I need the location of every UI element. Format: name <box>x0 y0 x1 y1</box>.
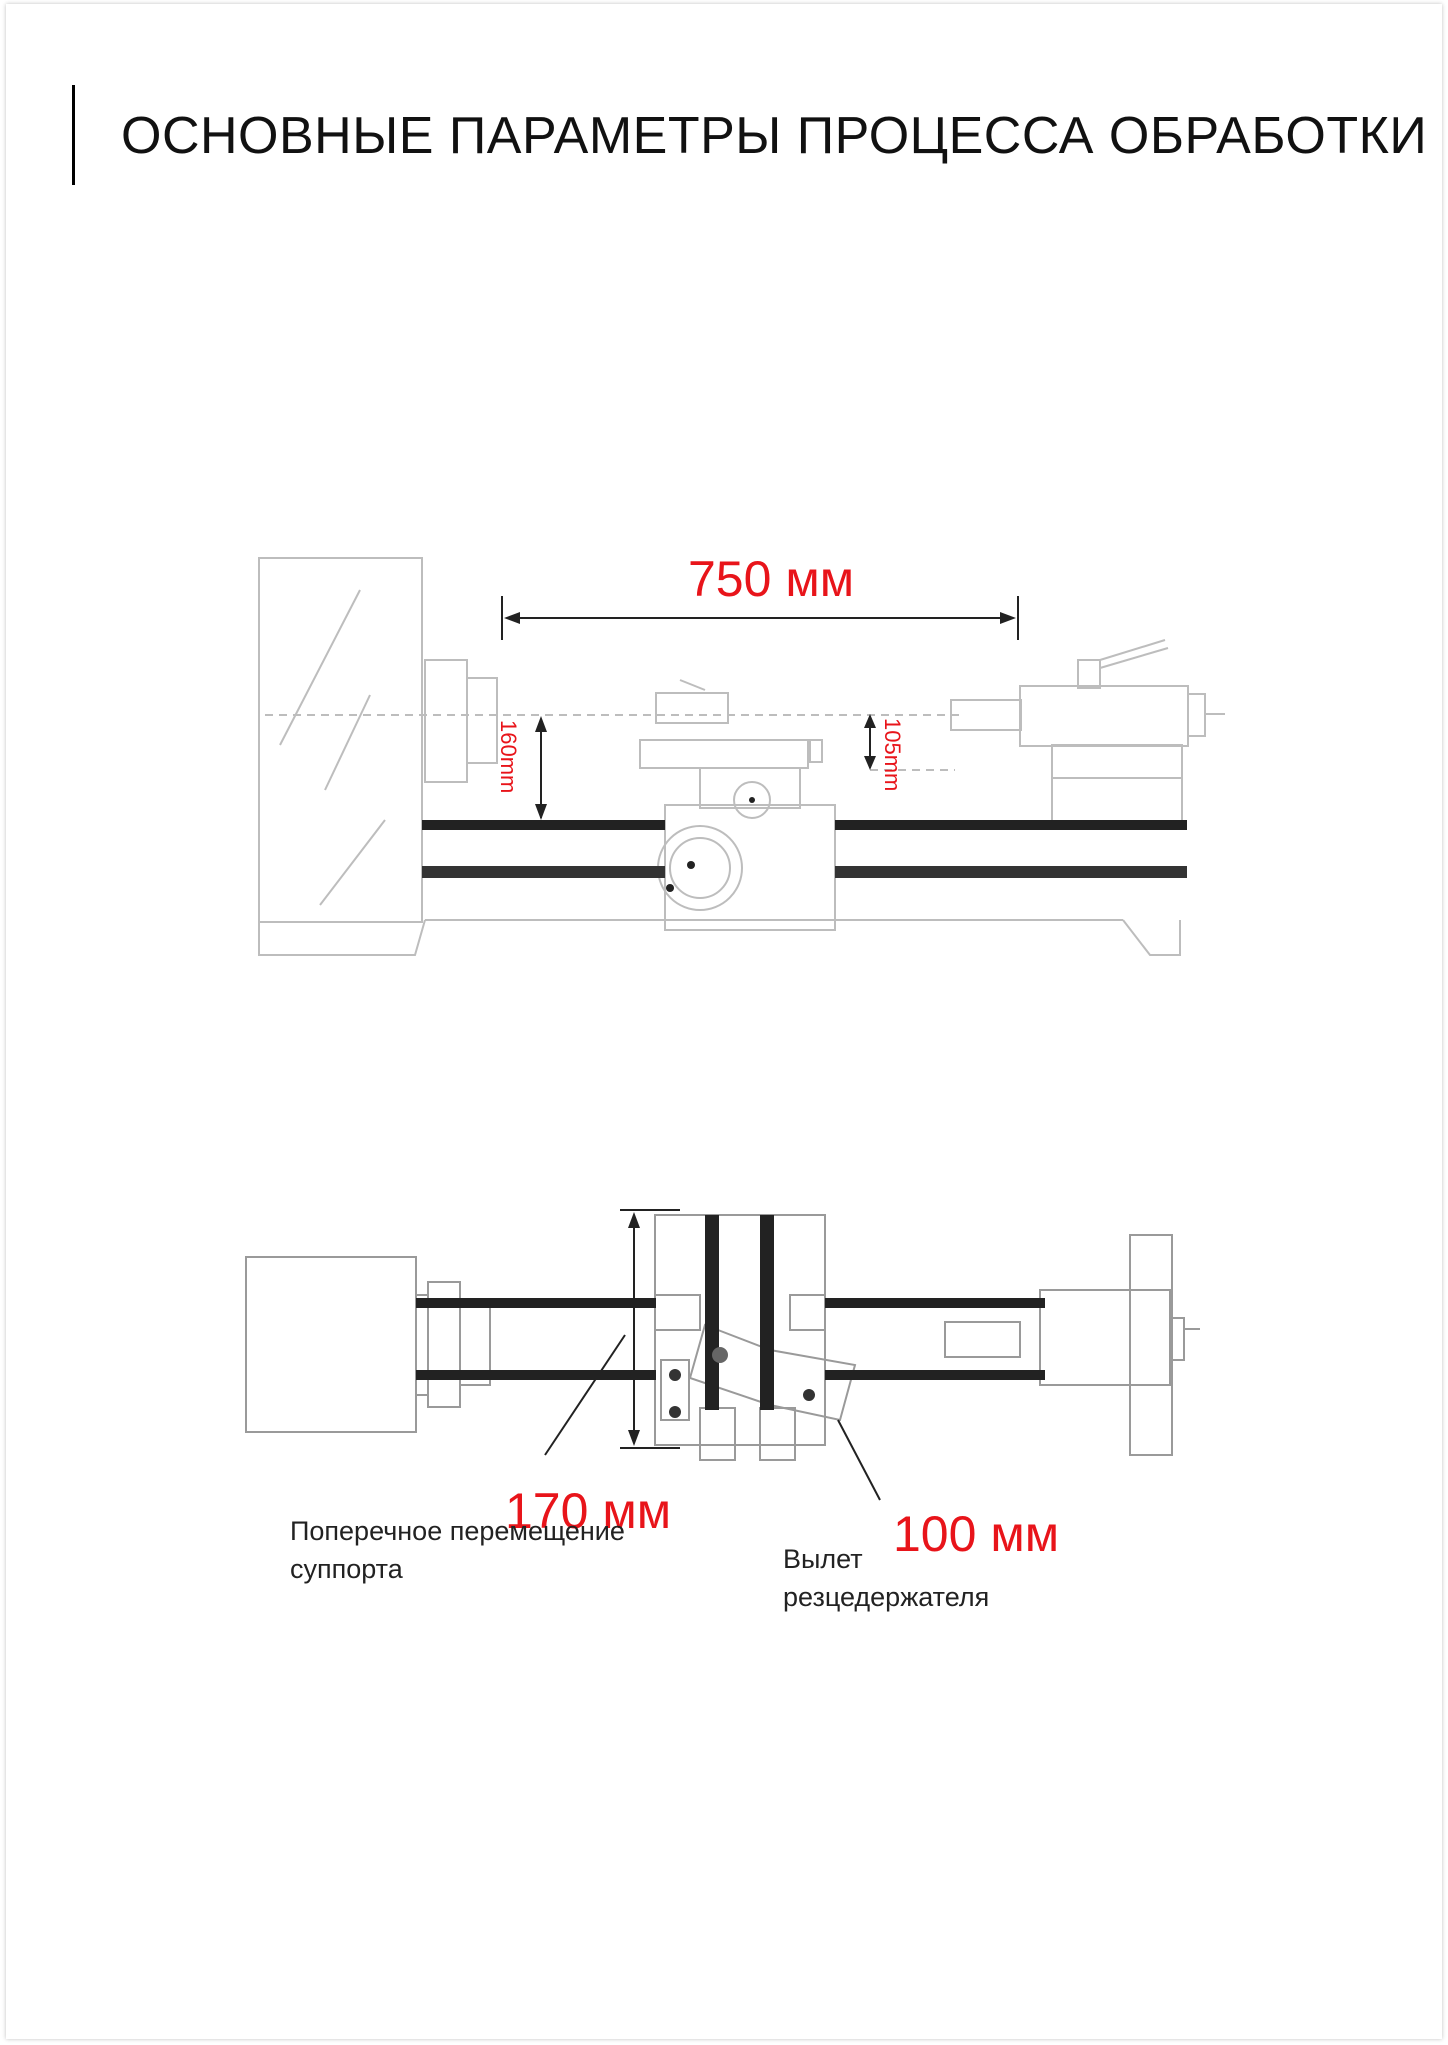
page-title: ОСНОВНЫЕ ПАРАМЕТРЫ ПРОЦЕССА ОБРАБОТКИ <box>121 107 1428 165</box>
length-dimension-label: 750 мм <box>688 551 855 607</box>
cross-travel-caption: Поперечное перемещение суппорта <box>290 1516 625 1584</box>
tool-overhang-caption: Вылет резцедержателя <box>783 1544 990 1612</box>
motor-box-outline <box>246 1257 416 1432</box>
carriage-height-label: 105mm <box>880 718 905 792</box>
center-height-label: 160mm <box>496 720 521 794</box>
tool-overhang-value: 100 мм <box>893 1506 1060 1562</box>
cross-travel-value: 170 мм <box>505 1483 672 1539</box>
